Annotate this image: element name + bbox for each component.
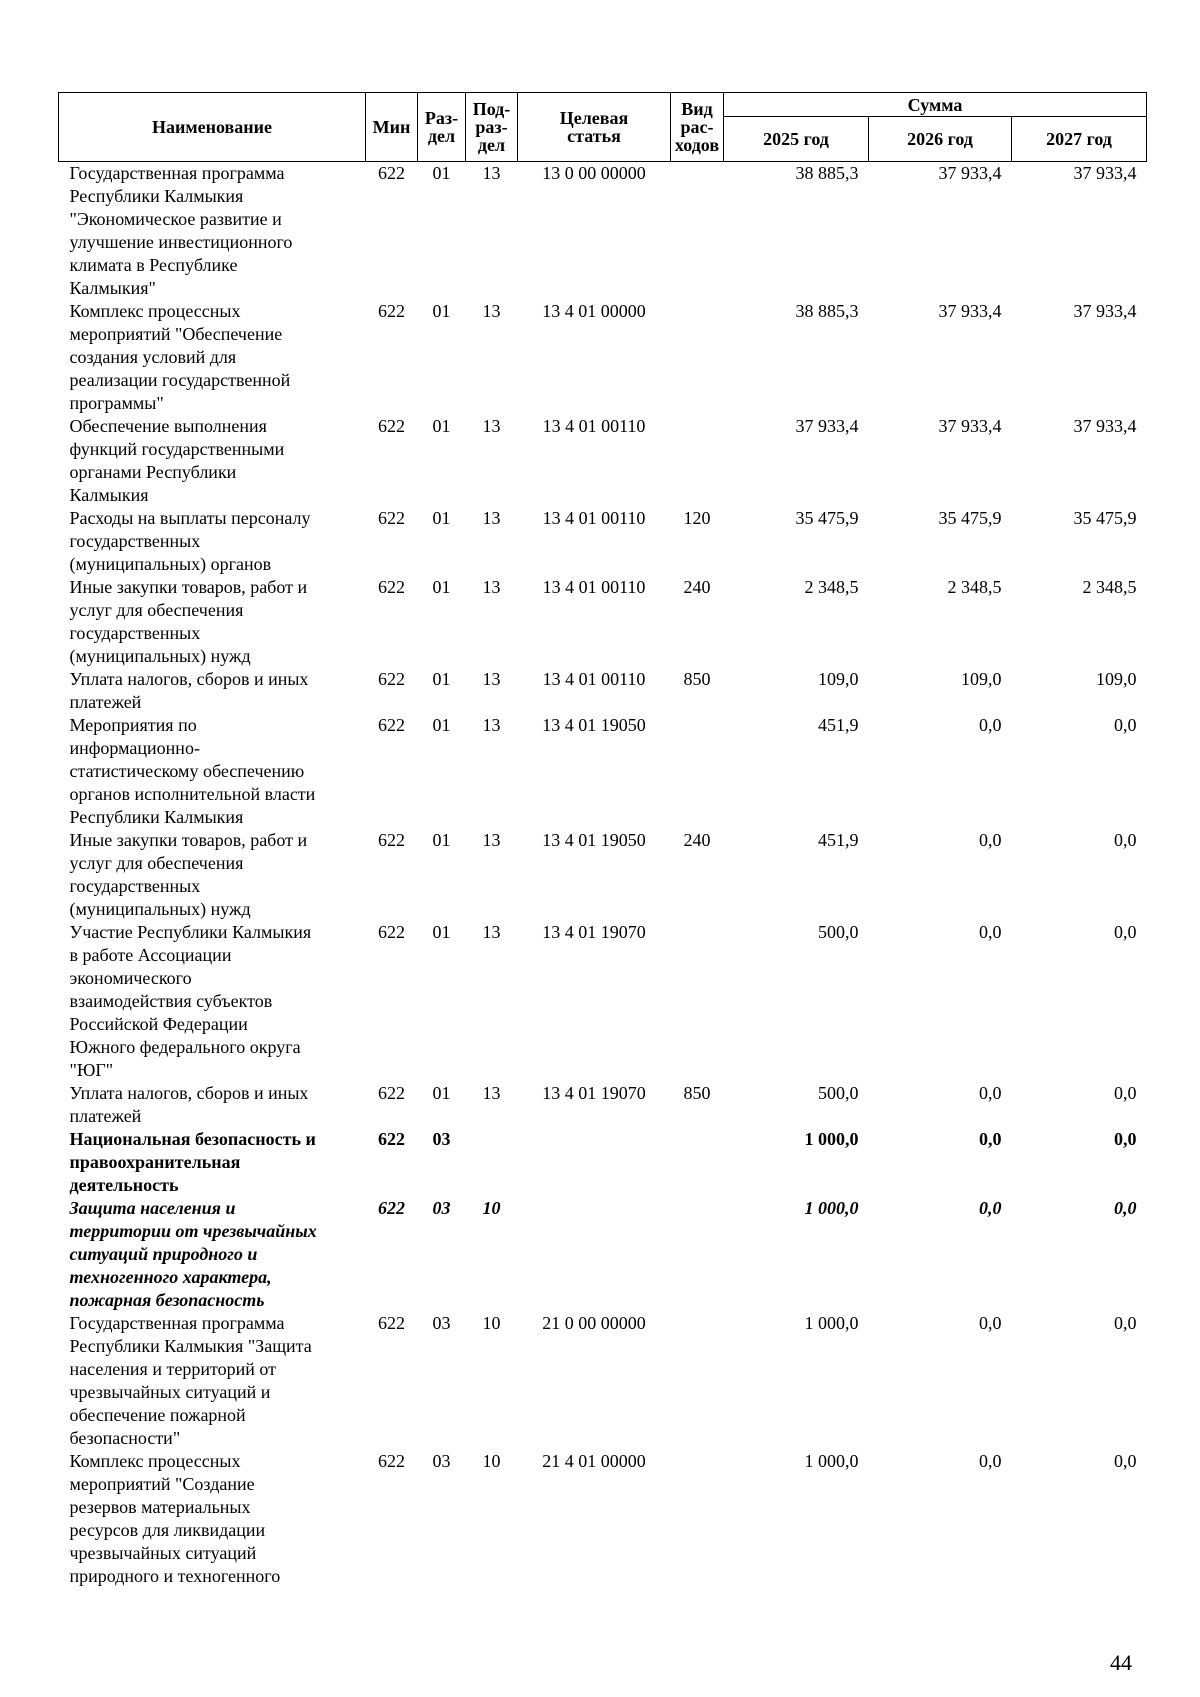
cell-sum-2027: 0,0 [1114, 1313, 1137, 1333]
cell-sum-2027: 35 475,9 [1073, 508, 1137, 528]
cell-sum-2025: 1 000,0 [804, 1198, 859, 1218]
cell-sum-2026: 37 933,4 [938, 301, 1002, 321]
cell-razdel: 03 [432, 1451, 451, 1471]
cell-min: 622 [378, 669, 405, 689]
cell-min: 622 [378, 1198, 405, 1218]
table-row [59, 162, 1147, 301]
table-row [59, 668, 1147, 714]
cell-sum-2025: 1 000,0 [804, 1451, 859, 1471]
cell-expense-type: 240 [683, 577, 711, 597]
cell-min: 622 [378, 1451, 405, 1471]
header-target-article: Целевая статья [518, 93, 671, 162]
cell-sum-2026: 0,0 [979, 830, 1002, 850]
cell-sum-2026: 2 348,5 [947, 577, 1002, 597]
cell-podrazdel: 13 [482, 669, 501, 689]
cell-expense-type [671, 1312, 724, 1450]
header-razdel: Раз- дел [418, 93, 466, 162]
cell-sum-2025: 2 348,5 [804, 577, 859, 597]
table-row [59, 1197, 1147, 1312]
cell-sum-2025: 37 933,4 [795, 416, 859, 436]
cell-razdel: 01 [432, 830, 451, 850]
cell-sum-2026: 109,0 [961, 669, 1002, 689]
cell-name: Участие Республики Калмыкия в работе Ассоциации экономического взаимодействия субъектов Российской Федерации Южного федерального округа "ЮГ" [69, 922, 312, 1080]
cell-name: Мероприятия по информационно- статистическому обеспечению органов исполнительной власти Республики Калмыкия [69, 715, 316, 827]
cell-razdel: 01 [432, 508, 451, 528]
cell-sum-2026: 0,0 [979, 1129, 1002, 1149]
cell-sum-2027: 0,0 [1114, 715, 1137, 735]
cell-min: 622 [378, 163, 405, 183]
cell-expense-type: 850 [683, 1083, 711, 1103]
cell-sum-2025: 500,0 [818, 922, 859, 942]
cell-min: 622 [378, 508, 405, 528]
cell-target-article: 13 4 01 19070 [542, 922, 646, 942]
cell-sum-2026: 0,0 [979, 1313, 1002, 1333]
cell-expense-type [671, 162, 724, 301]
table-row [59, 507, 1147, 576]
cell-expense-type: 120 [683, 508, 711, 528]
cell-min: 622 [378, 416, 405, 436]
table-row [59, 1450, 1147, 1588]
cell-podrazdel: 10 [482, 1451, 501, 1471]
cell-podrazdel: 13 [482, 416, 501, 436]
table-header [59, 93, 1147, 162]
cell-razdel: 03 [432, 1198, 451, 1218]
cell-razdel: 03 [432, 1313, 451, 1333]
cell-podrazdel: 13 [482, 163, 501, 183]
header-sum: Сумма [724, 93, 1147, 117]
header-year-2026: 2026 год [869, 117, 1012, 162]
cell-sum-2027: 0,0 [1114, 1451, 1137, 1471]
cell-sum-2027: 109,0 [1096, 669, 1137, 689]
cell-podrazdel [466, 1128, 518, 1197]
cell-razdel: 01 [432, 577, 451, 597]
cell-target-article: 13 4 01 00110 [542, 577, 646, 597]
cell-min: 622 [378, 577, 405, 597]
cell-razdel: 01 [432, 416, 451, 436]
cell-expense-type [671, 300, 724, 415]
cell-sum-2027: 0,0 [1114, 1198, 1137, 1218]
header-year-2025: 2025 год [724, 117, 869, 162]
cell-sum-2025: 1 000,0 [804, 1129, 859, 1149]
table-row [59, 921, 1147, 1082]
cell-target-article: 13 4 01 19050 [542, 830, 646, 850]
table-row [59, 1312, 1147, 1450]
cell-podrazdel: 13 [482, 577, 501, 597]
cell-expense-type [671, 415, 724, 507]
cell-sum-2025: 38 885,3 [795, 163, 859, 183]
cell-target-article: 13 0 00 00000 [542, 163, 646, 183]
cell-sum-2025: 500,0 [818, 1083, 859, 1103]
page-number: 44 [1110, 1650, 1132, 1675]
table-row [59, 829, 1147, 921]
cell-min: 622 [378, 1129, 405, 1149]
cell-razdel: 01 [432, 669, 451, 689]
cell-razdel: 01 [432, 1083, 451, 1103]
cell-expense-type [671, 1128, 724, 1197]
cell-podrazdel: 13 [482, 830, 501, 850]
cell-podrazdel: 13 [482, 715, 501, 735]
cell-expense-type [671, 921, 724, 1082]
cell-expense-type: 850 [683, 669, 711, 689]
cell-target-article [518, 1128, 671, 1197]
cell-min: 622 [378, 922, 405, 942]
header-podrazdel: Под- раз- дел [466, 93, 518, 162]
header-min: Мин [366, 93, 418, 162]
cell-name: Обеспечение выполнения функций государственными органами Республики Калмыкия [69, 416, 285, 505]
cell-target-article: 21 4 01 00000 [542, 1451, 646, 1471]
cell-razdel: 01 [432, 715, 451, 735]
cell-sum-2026: 0,0 [979, 1198, 1002, 1218]
cell-name: Национальная безопасность и правоохранительная деятельность [69, 1129, 316, 1195]
table-row [59, 714, 1147, 829]
cell-target-article [518, 1197, 671, 1312]
cell-podrazdel: 10 [482, 1198, 501, 1218]
cell-sum-2025: 35 475,9 [795, 508, 859, 528]
cell-sum-2026: 37 933,4 [938, 416, 1002, 436]
cell-podrazdel: 10 [482, 1313, 501, 1333]
cell-sum-2027: 0,0 [1114, 1083, 1137, 1103]
cell-min: 622 [378, 1313, 405, 1333]
cell-name: Государственная программа Республики Калмыкия "Защита населения и территорий от чрезвычайных ситуаций и обеспечение пожарной безопасности" [69, 1313, 312, 1448]
cell-sum-2027: 37 933,4 [1073, 416, 1137, 436]
cell-name: Комплекс процессных мероприятий "Создание резервов материальных ресурсов для ликвидации чрезвычайных ситуаций природного и техногенного [69, 1451, 281, 1586]
table-body [59, 162, 1147, 1589]
cell-sum-2026: 0,0 [979, 715, 1002, 735]
cell-min: 622 [378, 301, 405, 321]
cell-sum-2027: 0,0 [1114, 830, 1137, 850]
cell-sum-2026: 35 475,9 [938, 508, 1002, 528]
cell-name: Государственная программа Республики Калмыкия "Экономическое развитие и улучшение инвестиционного климата в Республике Калмыкия" [69, 163, 293, 298]
header-name: Наименование [59, 93, 366, 162]
cell-min: 622 [378, 830, 405, 850]
cell-name: Расходы на выплаты персоналу государственных (муниципальных) органов [69, 508, 311, 574]
cell-razdel: 03 [432, 1129, 451, 1149]
cell-target-article: 13 4 01 00110 [542, 508, 646, 528]
cell-sum-2025: 451,9 [818, 715, 859, 735]
cell-expense-type [671, 714, 724, 829]
header-year-2027: 2027 год [1012, 117, 1147, 162]
cell-target-article: 21 0 00 00000 [542, 1313, 646, 1333]
table-row [59, 1082, 1147, 1128]
cell-expense-type: 240 [683, 830, 711, 850]
cell-sum-2027: 2 348,5 [1082, 577, 1137, 597]
cell-sum-2027: 37 933,4 [1073, 163, 1137, 183]
cell-sum-2025: 109,0 [818, 669, 859, 689]
cell-razdel: 01 [432, 163, 451, 183]
cell-name: Защита населения и территории от чрезвычайных ситуаций природного и техногенного характера, пожарная безопасность [69, 1198, 317, 1310]
cell-podrazdel: 13 [482, 1083, 501, 1103]
cell-sum-2027: 37 933,4 [1073, 301, 1137, 321]
cell-sum-2025: 451,9 [818, 830, 859, 850]
cell-sum-2026: 0,0 [979, 922, 1002, 942]
cell-target-article: 13 4 01 19050 [542, 715, 646, 735]
cell-name: Комплекс процессных мероприятий "Обеспечение создания условий для реализации государственной программы" [69, 301, 291, 413]
table-row [59, 300, 1147, 415]
cell-name: Иные закупки товаров, работ и услуг для обеспечения государственных (муниципальных) нужд [69, 830, 308, 919]
cell-podrazdel: 13 [482, 508, 501, 528]
cell-expense-type [671, 1197, 724, 1312]
cell-target-article: 13 4 01 19070 [542, 1083, 646, 1103]
cell-sum-2027: 0,0 [1114, 1129, 1137, 1149]
cell-podrazdel: 13 [482, 922, 501, 942]
cell-name: Иные закупки товаров, работ и услуг для обеспечения государственных (муниципальных) нужд [69, 577, 308, 666]
cell-sum-2027: 0,0 [1114, 922, 1137, 942]
table-row [59, 1128, 1147, 1197]
cell-target-article: 13 4 01 00110 [542, 416, 646, 436]
cell-target-article: 13 4 01 00110 [542, 669, 646, 689]
cell-min: 622 [378, 1083, 405, 1103]
header-expense-type: Вид рас- ходов [671, 93, 724, 162]
cell-razdel: 01 [432, 922, 451, 942]
cell-expense-type [671, 1450, 724, 1588]
cell-name: Уплата налогов, сборов и иных платежей [69, 1083, 309, 1126]
cell-sum-2025: 1 000,0 [804, 1313, 859, 1333]
cell-target-article: 13 4 01 00000 [542, 301, 646, 321]
table-row [59, 576, 1147, 668]
budget-table [58, 92, 1147, 1588]
cell-razdel: 01 [432, 301, 451, 321]
cell-podrazdel: 13 [482, 301, 501, 321]
cell-sum-2026: 0,0 [979, 1083, 1002, 1103]
table-row [59, 415, 1147, 507]
cell-min: 622 [378, 715, 405, 735]
cell-name: Уплата налогов, сборов и иных платежей [69, 669, 309, 712]
cell-sum-2026: 0,0 [979, 1451, 1002, 1471]
cell-sum-2025: 38 885,3 [795, 301, 859, 321]
cell-sum-2026: 37 933,4 [938, 163, 1002, 183]
